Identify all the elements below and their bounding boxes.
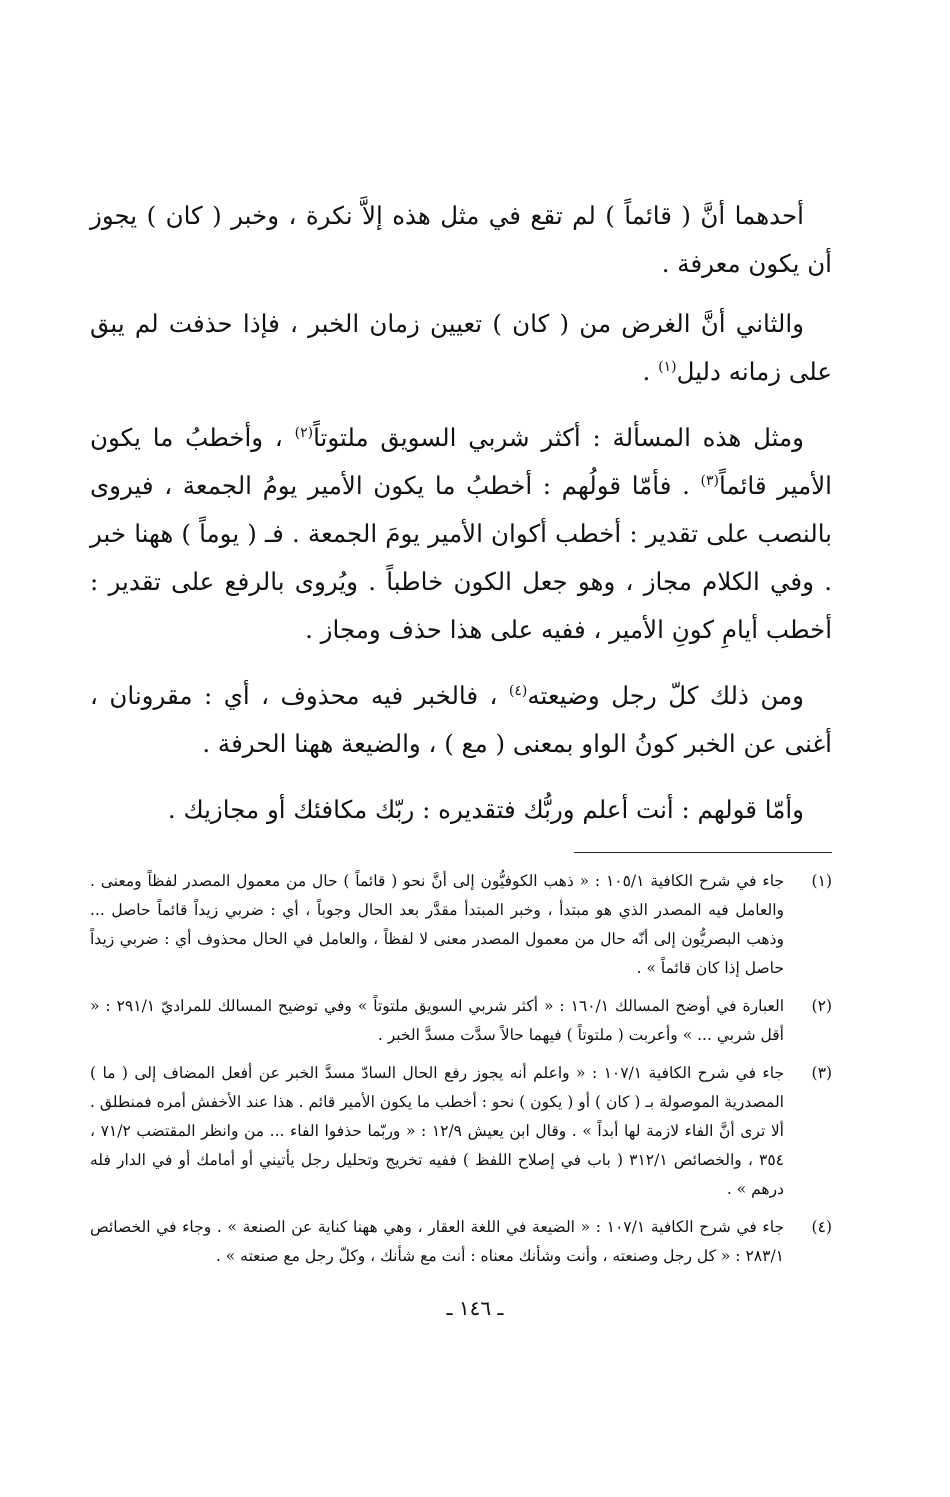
paragraph-1: أحدهما أنَّ ( قائماً ) لم تقع في مثل هذه إلاَّ نكرة ، وخبر ( كان ) يجوز أن يكون معرفة . (90, 201, 832, 278)
footnote-2 (90, 992, 832, 1050)
paragraph-2-text: والثاني أنَّ الغرض من ( كان ) تعيين زمان الخبر ، فإذا حذفت لم يبق على زمانه دليل (90, 309, 832, 386)
footnote-1 (90, 867, 832, 983)
footnote-separator (574, 852, 832, 853)
footnote-text: جاء في شرح الكافية ١٠٥/١ : « ذهب الكوفيُّون إلى أنَّ نحو ( قائماً ) حال من معمول المصدر لفظاً ومعنى . والعامل فيه المصدر الذي هو مبتدأ ، وخبر المبتدأ مقدَّر بعد الحال وجوباً ، أي : ضربي زيداً قائماً حاصل ... وذهب البصريُّون إلى أنّه حال من معمول المصدر معنى لا لفظاً ، والعامل في الحال محذوف أي : ضربي زيداً حاصل إذا كان قائماً » . (90, 872, 784, 977)
footnote-4 (90, 1213, 832, 1271)
paragraph-4-text-b: ، فالخبر فيه محذوف ، أي : مقرونان ، أغنى عن الخبر كونُ الواو بمعنى ( مع ) ، والضيعة ههنا الحرفة . (90, 681, 832, 758)
footnote-number: (٢) (811, 997, 832, 1015)
paragraph-2-tail: . (642, 357, 659, 386)
footnote-number: (٤) (811, 1218, 832, 1236)
footnote-ref-4[interactable]: (٤) (508, 682, 528, 699)
footnotes (90, 867, 832, 1271)
paragraph-4 (90, 672, 832, 768)
footnote-ref-2[interactable]: (٢) (294, 424, 314, 441)
paragraph-3 (90, 414, 832, 654)
page-content (90, 192, 832, 1280)
paragraph-3-text-a: ومثل هذه المسألة : أكثر شربي السويق ملتوتاً (313, 423, 804, 452)
footnote-text: جاء في شرح الكافية ١٠٧/١ : « الضيعة في اللغة العقار ، وهي ههنا كناية عن الصنعة » . وجاء في الخصائص ٢٨٣/١ : « كل رجل وصنعته ، وأنت وشأنك معناه : أنت مع شأنك ، وكلّ رجل مع صنعته » . (90, 1218, 784, 1265)
paragraph-4-text-a: ومن ذلك كلّ رجل وضيعته (527, 681, 805, 710)
footnote-ref-3[interactable]: (٣) (700, 472, 719, 489)
footnote-text: جاء في شرح الكافية ١٠٧/١ : « واعلم أنه يجوز رفع الحال السادّ مسدَّ الخبر عن أفعل المضاف إلى ( ما ) المصدرية الموصولة بـ ( كان ) أو ( يكون ) نحو : أخطب ما يكون الأمير قائم . هذا عند الأخفش أمره فمنطلق . ألا ترى أنَّ الفاء لازمة لها أبداً » . وقال ابن يعيش ١٢/٩ : « وربّما حذفوا الفاء ... من وانظر المقتضب ٧١/٢ ، ٣٥٤ ، والخصائص ٣١٢/١ ( باب في إصلاح اللفظ ) ففيه تخريج وتحليل رجل يأتيني أو أمامك أو في الدار فله درهم » . (90, 1064, 785, 1198)
paragraph-2 (90, 300, 832, 396)
page-number: ـ ١٤٦ ـ (446, 1296, 504, 1320)
paragraph-5: وأمّا قولهم : أنت أعلم وربُّك فتقديره : ربّك مكافئك أو مجازيك . (167, 795, 804, 824)
footnote-number: (٣) (811, 1064, 832, 1082)
footnote-3 (90, 1059, 832, 1204)
paragraph-3-text-b: ، وأخطبُ ما يكون الأمير قائماً (90, 423, 832, 500)
footnote-text: العبارة في أوضح المسالك ١٦٠/١ : « أكثر شربي السويق ملتوتاً » وفي توضيح المسالك للمراديّ ٢٩١/١ : « أقل شربي ... » وأعربت ( ملتوتاً ) فيهما حالاً سدَّت مسدَّ الخبر . (90, 997, 784, 1044)
footnote-number: (١) (811, 872, 832, 890)
paragraph-3-text-c: . فأمّا قولُهم : أخطبُ ما يكون الأمير يومُ الجمعة ، فيروى بالنصب على تقدير : أخطب أكوان الأمير يومَ الجمعة . فـ ( يوماً ) ههنا خبر . وفي الكلام مجاز ، وهو جعل الكون خاطباً . ويُروى بالرفع على تقدير : أخطب أيامِ كونِ الأمير ، ففيه على هذا حذف ومجاز . (90, 471, 832, 644)
footnote-ref-1[interactable]: (١) (658, 358, 677, 375)
